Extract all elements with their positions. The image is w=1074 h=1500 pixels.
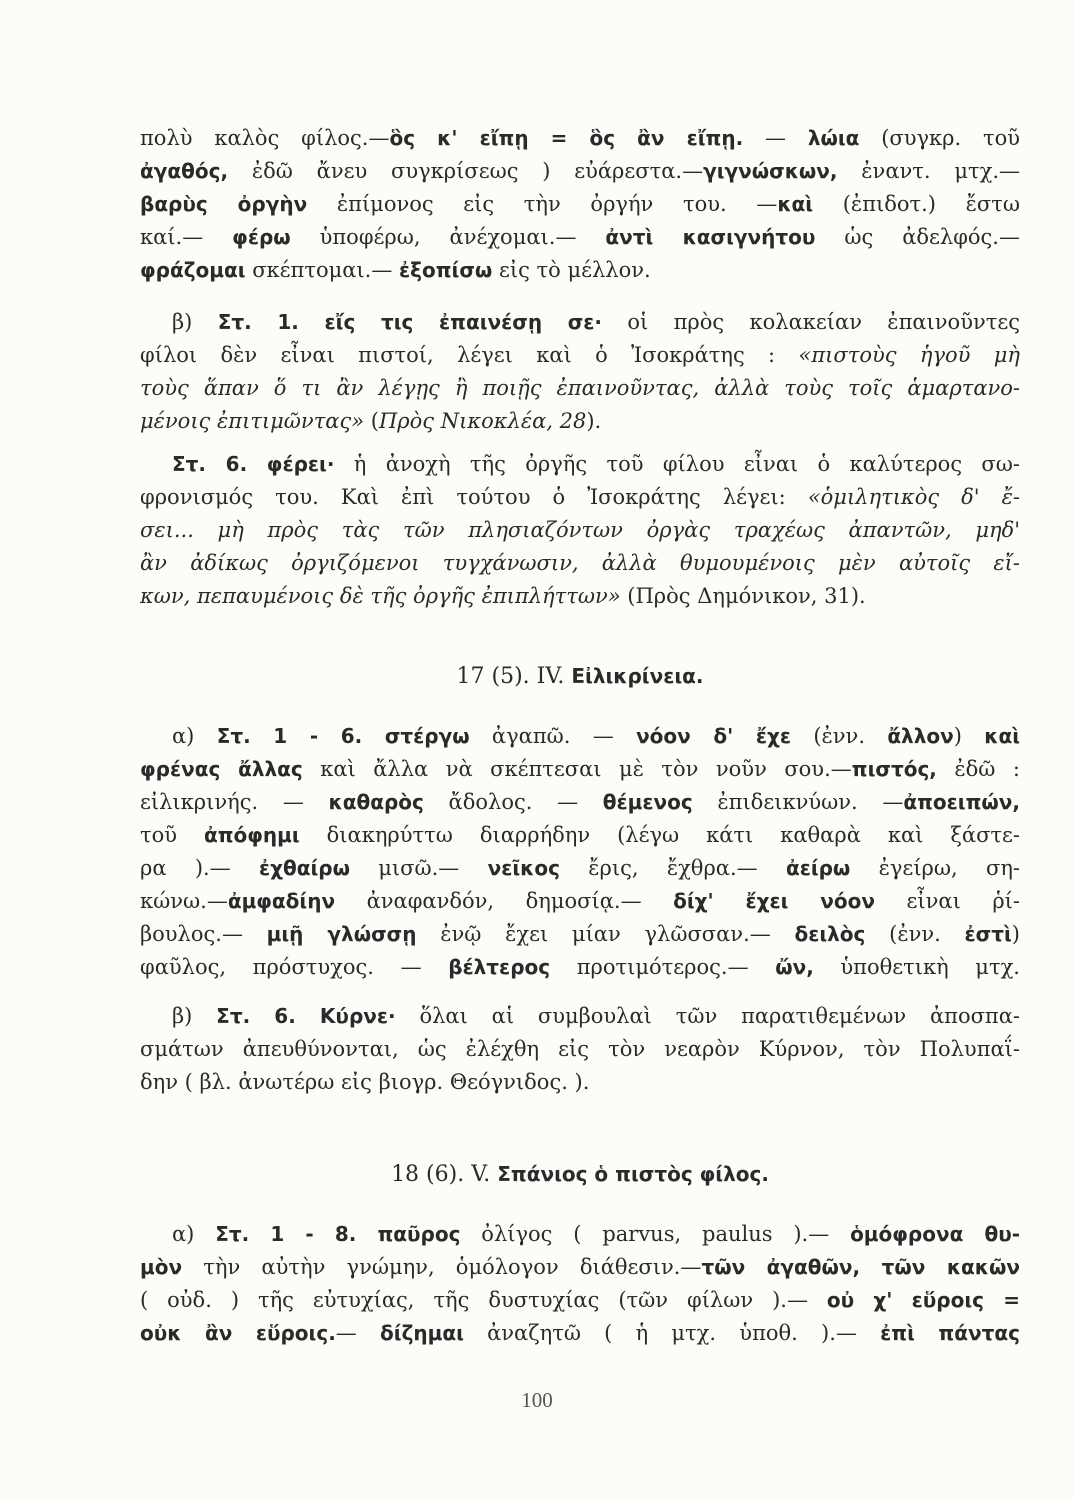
commentary-block-4 — [140, 720, 1020, 984]
page-number: 100 — [521, 1388, 553, 1412]
text-line: α) Στ. 1 - 6. στέργω ἀγαπῶ. — νόον δ' ἔχε (ἐνν. ἄλλον) καὶ — [172, 724, 1020, 748]
text-line: φράζομαι σκέπτομαι.— ἐξοπίσω εἰς τὸ μέλλον. — [140, 258, 651, 282]
text-line: οὐκ ἂν εὕροις.— δίζημαι ἀναζητῶ ( ἡ μτχ. ὑποθ. ).— ἐπὶ πάντας — [140, 1321, 1020, 1345]
text-line: ( οὐδ. ) τῆς εὐτυχίας, τῆς δυστυχίας (τῶν φίλων ).— οὐ χ' εὕροις = — [140, 1288, 1020, 1312]
text-line: πολὺ καλὸς φίλος.—ὃς κ' εἴπῃ = ὃς ἂν εἴπῃ. — λώια (συγκρ. τοῦ — [140, 126, 1021, 150]
section-heading-17 — [140, 660, 1020, 693]
text-line: κων, πεπαυμένοις δὲ τῆς ὀργῆς ἐπιπλήττων» (Πρὸς Δημόνικον, 31). — [140, 584, 866, 608]
text-line: Στ. 6. φέρει· ἡ ἀνοχὴ τῆς ὀργῆς τοῦ φίλου εἶναι ὁ καλύτερος σω- — [172, 452, 1020, 476]
text-line: ἀγαθός, ἐδῶ ἄνευ συγκρίσεως ) εὐάρεστα.—γιγνώσκων, ἐναντ. μτχ.— — [140, 159, 1021, 183]
text-line: βαρὺς ὀργὴν ἐπίμονος εἰς τὴν ὀργήν του. —καὶ (ἐπιδοτ.) ἔστω — [140, 192, 1020, 216]
heading-line: 18 (6). V. Σπάνιος ὁ πιστὸς φίλος. — [391, 1162, 769, 1187]
text-line: σμάτων ἀπευθύνονται, ὡς ἐλέχθη εἰς τὸν νεαρὸν Κύρνον, τὸν Πολυπαΐ- — [140, 1037, 1020, 1061]
commentary-block-5 — [140, 1000, 1020, 1099]
text-line: φίλοι δὲν εἶναι πιστοί, λέγει καὶ ὁ Ἰσοκράτης : «πιστοὺς ἡγοῦ μὴ — [140, 343, 1020, 367]
text-line: β) Στ. 1. εἴς τις ἐπαινέσῃ σε· οἱ πρὸς κολακείαν ἐπαινοῦντες — [172, 310, 1020, 334]
text-line: τοὺς ἅπαν ὅ τι ἂν λέγῃς ἢ ποιῇς ἐπαινοῦντας, ἀλλὰ τοὺς τοῖς ἁμαρτανο- — [140, 376, 1020, 400]
text-line: δην ( βλ. ἀνωτέρω εἰς βιογρ. Θεόγνιδος. ). — [140, 1070, 590, 1094]
text-line: κώνω.—ἀμφαδίην ἀναφανδόν, δημοσίᾳ.— δίχ' ἔχει νόον εἶναι ῥί- — [140, 889, 1021, 913]
commentary-block-6 — [140, 1218, 1020, 1350]
text-line: καί.— φέρω ὑποφέρω, ἀνέχομαι.— ἀντὶ κασιγνήτου ὡς ἀδελφός.— — [140, 225, 1020, 249]
text-line: τοῦ ἀπόφημι διακηρύττω διαρρήδην (λέγω κάτι καθαρὰ καὶ ξάστε- — [140, 823, 1021, 847]
text-line: σει... μὴ πρὸς τὰς τῶν πλησιαζόντων ὀργὰς τραχέως ἀπαντῶν, μηδ' — [140, 518, 1020, 542]
text-line: μὸν τὴν αὐτὴν γνώμην, ὁμόλογον διάθεσιν.—τῶν ἀγαθῶν, τῶν κακῶν — [140, 1255, 1020, 1279]
section-heading-18 — [140, 1158, 1020, 1191]
text-line: ἂν ἀδίκως ὀργιζόμενοι τυγχάνωσιν, ἀλλὰ θυμουμένοις μὲν αὐτοῖς εἴ- — [140, 551, 1020, 575]
heading-line: 17 (5). IV. Εἰλικρίνεια. — [456, 664, 704, 689]
text-line: φρένας ἄλλας καὶ ἄλλα νὰ σκέπτεσαι μὲ τὸν νοῦν σου.—πιστός, ἐδῶ : — [140, 757, 1020, 781]
text-line: ρα ).— ἐχθαίρω μισῶ.— νεῖκος ἔρις, ἔχθρα.— ἀείρω ἐγείρω, ση- — [140, 856, 1020, 880]
commentary-block-1 — [140, 122, 1020, 287]
text-line: α) Στ. 1 - 8. παῦρος ὀλίγος ( parvus, paulus ).— ὁμόφρονα θυ- — [172, 1222, 1020, 1246]
text-line: φαῦλος, πρόστυχος. — βέλτερος προτιμότερος.— ὤν, ὑποθετικὴ μτχ. — [140, 955, 1020, 979]
text-line: μένοις ἐπιτιμῶντας» (Πρὸς Νικοκλέα, 28). — [140, 409, 602, 433]
commentary-block-3 — [140, 448, 1020, 613]
text-line: εἰλικρινής. — καθαρὸς ἄδολος. — θέμενος ἐπιδεικνύων. —ἀποειπών, — [140, 790, 1020, 814]
text-line: φρονισμός του. Καὶ ἐπὶ τούτου ὁ Ἰσοκράτης λέγει: «ὁμιλητικὸς δ' ἔ- — [140, 485, 1020, 509]
text-line: β) Στ. 6. Κύρνε· ὅλαι αἱ συμβουλαὶ τῶν παρατιθεμένων ἀποσπα- — [172, 1004, 1021, 1028]
text-line: βουλος.— μιῇ γλώσσῃ ἐνῷ ἔχει μίαν γλῶσσαν.— δειλὸς (ἐνν. ἐστὶ) — [140, 922, 1020, 946]
commentary-block-2 — [140, 306, 1020, 438]
